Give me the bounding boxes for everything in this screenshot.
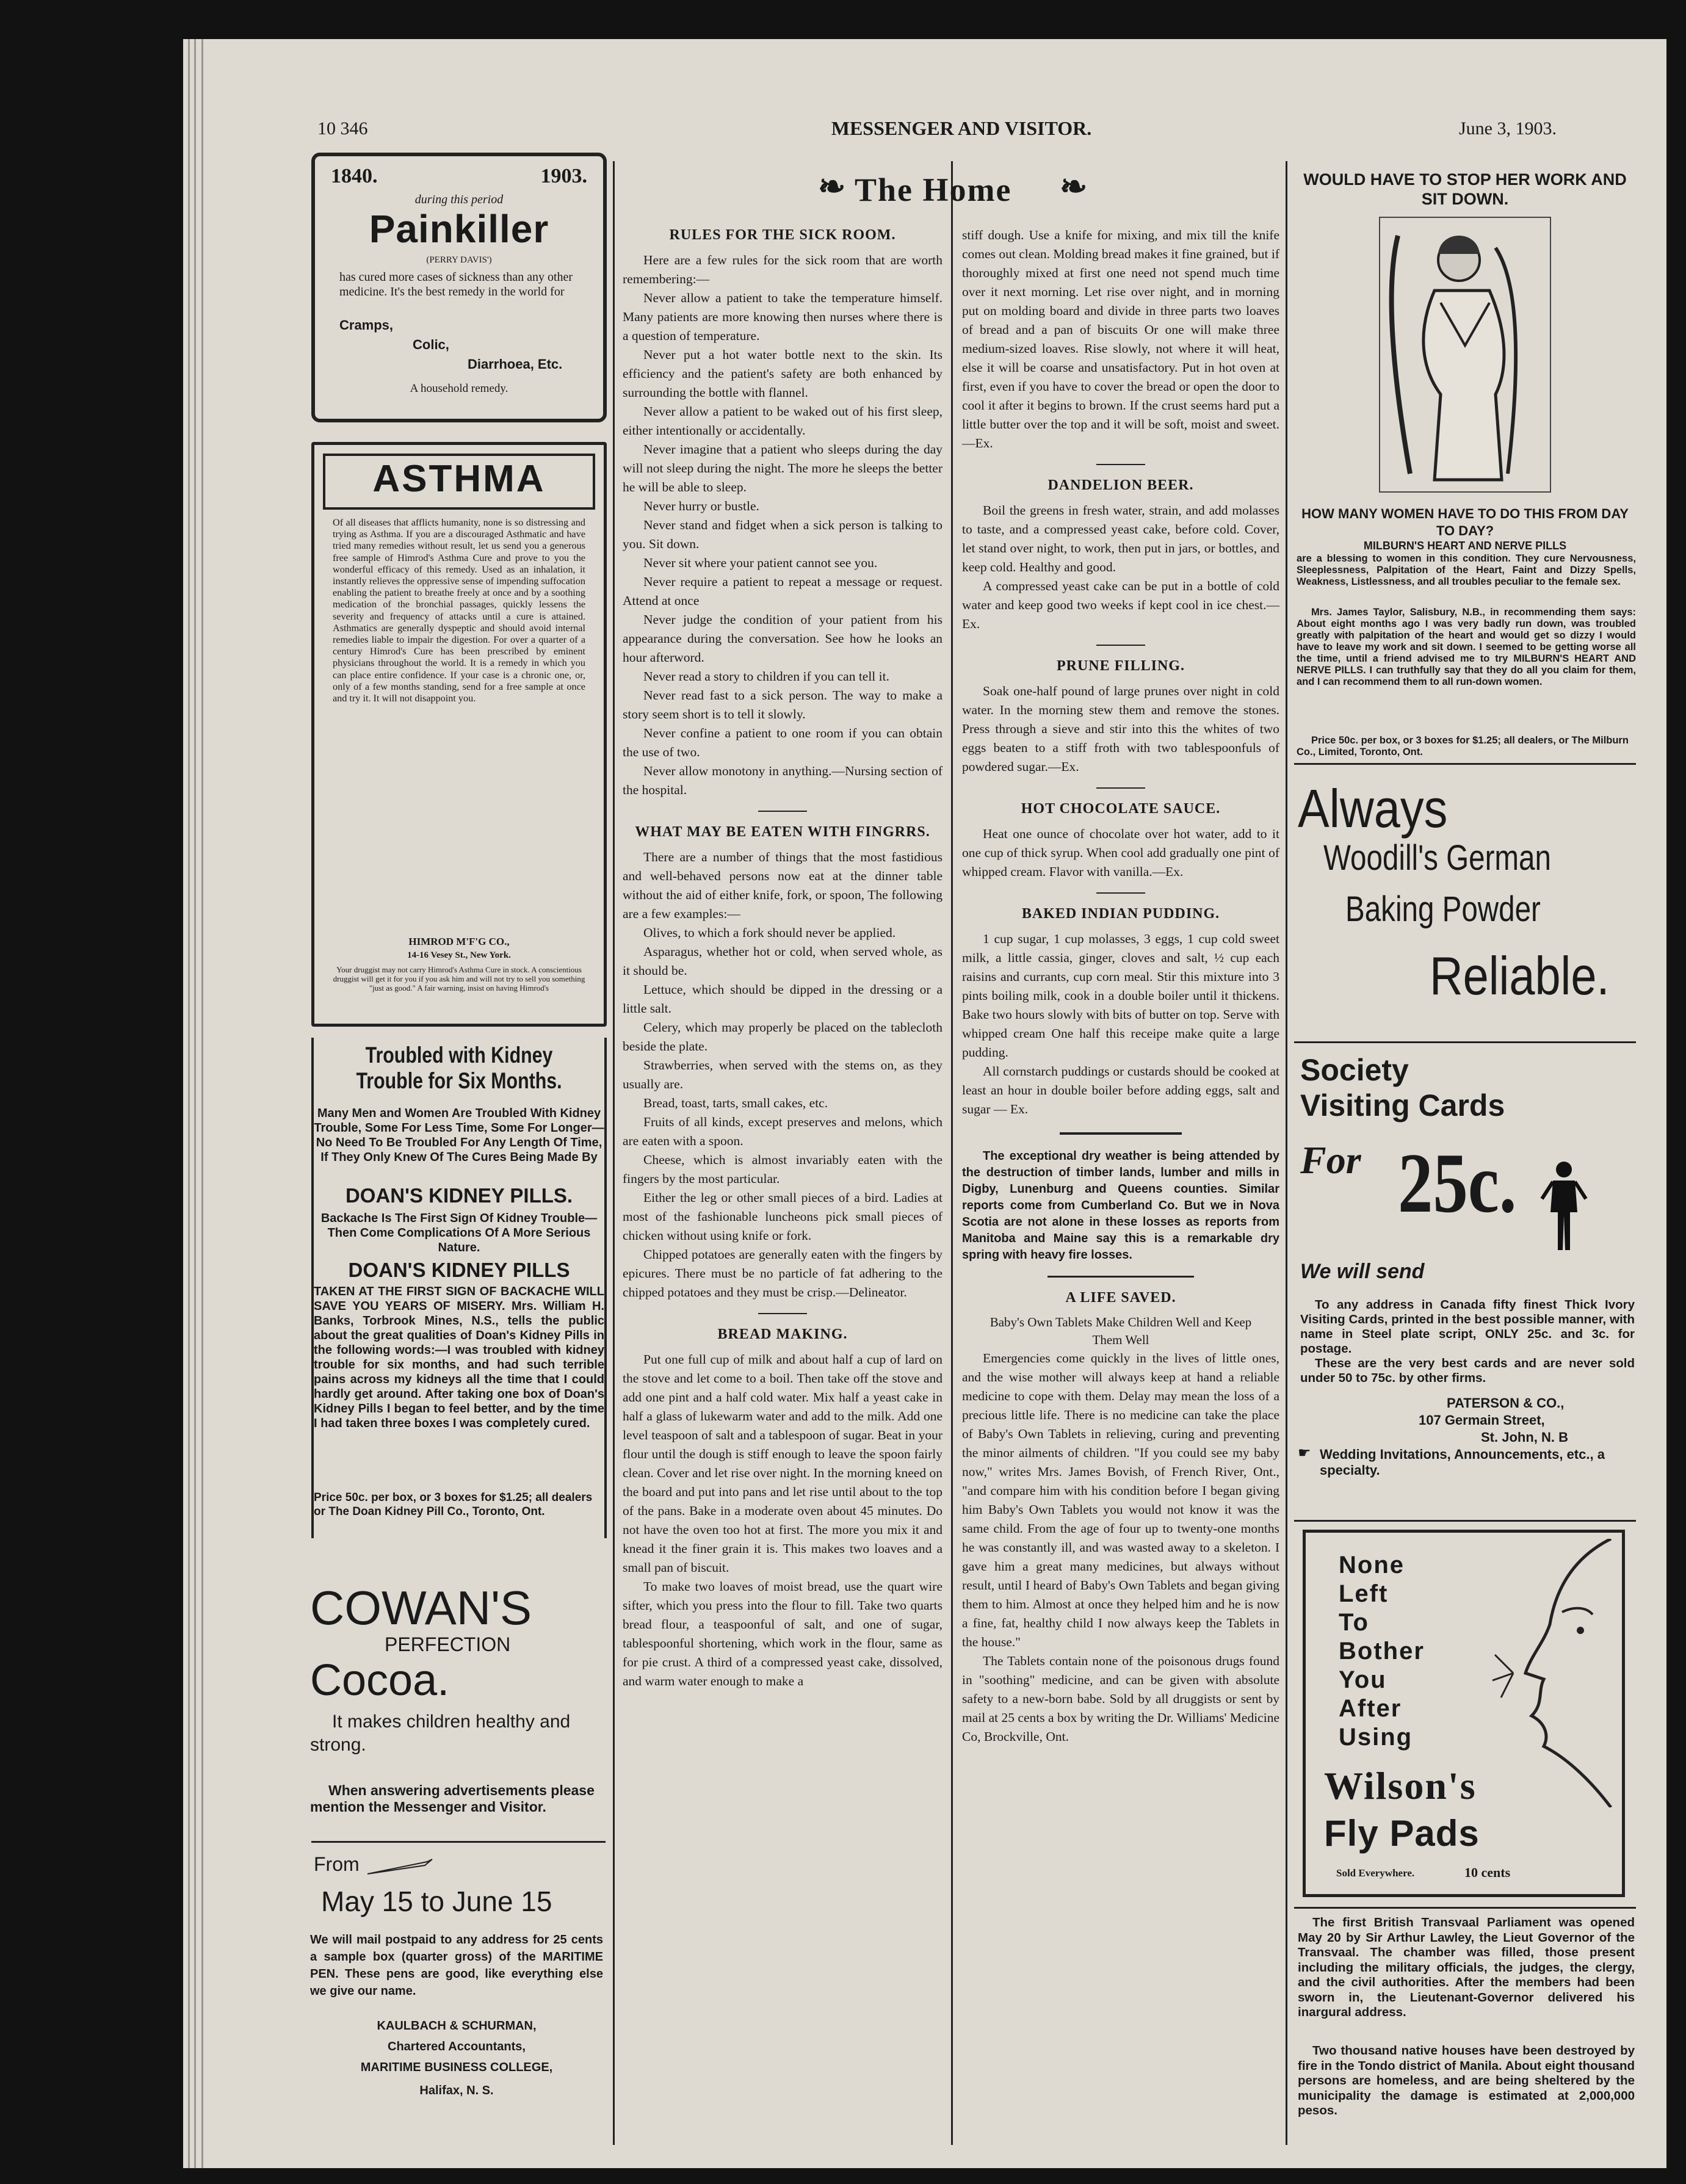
kaulbach-role: Chartered Accountants, bbox=[388, 2040, 526, 2053]
dandelion-title: DANDELION BEER. bbox=[1047, 477, 1194, 493]
wilson-product: Fly Pads bbox=[1324, 1813, 1480, 1854]
asthma-company: HIMROD M'F'G CO., bbox=[408, 936, 510, 947]
cowan-perfection: PERFECTION bbox=[385, 1633, 511, 1655]
cards-price: 25c. bbox=[1398, 1136, 1517, 1231]
page-number: 10 346 bbox=[317, 118, 368, 139]
life-saved-title: A LIFE SAVED. bbox=[1065, 1290, 1176, 1306]
painkiller-ad bbox=[311, 153, 607, 422]
bread-title: BREAD MAKING. bbox=[717, 1326, 848, 1342]
drought-news: The exceptional dry weather is being attended by the destruction of timber lands, lumber and mills in Digby, Lunenburg and Queens counties. Similar reports come from Cumberland Co. But we in Nova Scotia are not alone in these losses as reports from Manitoba and Maine say this is a remarkable dry spring with heavy fire losses. bbox=[962, 1149, 1279, 1262]
woodill-always: Always bbox=[1298, 778, 1448, 839]
cowan-tagline: It makes children healthy and strong. bbox=[310, 1712, 571, 1755]
cowan-cocoa: Cocoa. bbox=[310, 1656, 450, 1705]
prune-body: Soak one-half pound of large prunes over night in cold water. In the morning stew them and remove the stones. Press through a sieve and stir into this the whites of two eggs beaten to a stiff froth with two tablespoonfuls of powdered sugar.—Ex. bbox=[962, 684, 1279, 774]
wilson-price: 10 cents bbox=[1464, 1865, 1511, 1880]
kidney-headline: Troubled with Kidney Trouble for Six Months. bbox=[356, 1043, 562, 1093]
painkiller-colic: Colic, bbox=[413, 337, 449, 352]
column-3 bbox=[962, 226, 1279, 1746]
painkiller-perry: (PERRY DAVIS') bbox=[426, 255, 492, 265]
paragraph: Lettuce, which should be dipped in the dressing or a little salt. bbox=[623, 982, 942, 1016]
column-rule bbox=[613, 161, 615, 2145]
milburn-question: HOW MANY WOMEN HAVE TO DO THIS FROM DAY TO DAY? bbox=[1301, 506, 1629, 538]
cards-body: To any address in Canada fifty finest Thick Ivory Visiting Cards, printed in the best possible manner, with name in Steel plate script, ONLY 25c. and 3c. for postage. bbox=[1300, 1298, 1635, 1356]
column-2 bbox=[623, 226, 942, 1691]
chocolate-title: HOT CHOCOLATE SAUCE. bbox=[1021, 801, 1221, 817]
cards-city: St. John, N. B bbox=[1481, 1430, 1568, 1445]
paragraph: There are a number of things that the most fastidious and well-behaved persons now eat at the dinner table without the aid of either knife, fork, or spoon, The following are a few examples:— bbox=[623, 850, 942, 921]
painkiller-subtitle: during this period bbox=[414, 193, 504, 206]
painkiller-body: has cured more cases of sickness than any other medicine. It's the best remedy in the world for bbox=[339, 270, 573, 298]
painkiller-name: Painkiller bbox=[369, 207, 549, 251]
kidney-body: TAKEN AT THE FIRST SIGN OF BACKACHE WILL SAVE YOU YEARS OF MISERY. Mrs. William H. Banks, Torbrook Mines, N.S., tells the public about the great qualities of Doan's Kidney Pills in the following words:—I was troubled with kidney trouble for six months, and had such terrible pains across my kidneys all the time that I could hardly get around. After taking one box of Doan's Kidney Pills I began to feel better, and by the time I had taken three boxes I was completely cured. bbox=[314, 1285, 604, 1430]
milburn-testimonial: Mrs. James Taylor, Salisbury, N.B., in recommending them says: About eight months ago I was very badly run down, was troubled greatly with palpitation of the heart and would get so dizzy I would have to leave my work and sit down. I seemed to be getting worse all the time, until a friend advised me to try MILBURN'S HEART AND NERVE PILLS. I can truthfully say that they do all you claim for them, and I can recommend them to all run-down women. bbox=[1297, 607, 1636, 687]
hand-pointer-icon: ☛ bbox=[1298, 1445, 1311, 1461]
column-rule bbox=[951, 161, 953, 2145]
year-end: 1903. bbox=[540, 165, 587, 187]
pudding-list bbox=[962, 930, 1279, 1119]
painkiller-diarrhoea: Diarrhoea, Etc. bbox=[468, 356, 563, 372]
paragraph: Boil the greens in fresh water, strain, and add molasses to taste, and a compressed yeast cake, before cold. Cover, let stand over night, to work, then put in jars, or bottles, and keep cold. Healthy and good. bbox=[962, 503, 1279, 574]
milburn-headline: WOULD HAVE TO STOP HER WORK AND SIT DOWN. bbox=[1303, 170, 1627, 208]
kaulbach-from: From bbox=[314, 1853, 360, 1875]
divider bbox=[1096, 464, 1145, 465]
masthead-title: MESSENGER AND VISITOR. bbox=[831, 117, 1092, 139]
column-rule bbox=[1286, 161, 1287, 2145]
paragraph: 1 cup sugar, 1 cup molasses, 3 eggs, 1 cup cold sweet milk, a little cassia, ginger, cloves and salt, ½ cup each raisins and currants, cup corn meal. Stir this mixture into 3 pints boiling milk, cook in a double boiler until it thickens. Bake two hours slowly with bits of butter on top. Serve with whipped cream One half this receipe make quite a large pudding. bbox=[962, 931, 1279, 1060]
milburn-name: MILBURN'S HEART AND NERVE PILLS bbox=[1363, 540, 1567, 552]
kaulbach-city: Halifax, N. S. bbox=[419, 2084, 494, 2097]
paragraph: Emergencies come quickly in the lives of little ones, and the wise mother will always keep at hand a reliable medicine to cope with them. Delay may mean the loss of a precious little life. There is no medicine can take the place of Baby's Own Tablets in relieving, curing and preventing the minor ailments of children. "If you could see my baby now," writes Mrs. James Bovish, of French River, Ont., "and compare him with his condition before I began giving him Baby's Own Tablets you would not know it was the same child. From the age of four up to twenty-one months he was constantly ill, and was wasted away to a skeleton. I gave him a great many medicines, but always without result, until I heard of Baby's Own Tablets and began giving them to him. Almost at once they helped him and he is now a fine, fat, healthy child I now always keep the Tablets in the house." bbox=[962, 1351, 1279, 1649]
advertiser-notice: When answering advertisements please mention the Messenger and Visitor. bbox=[310, 1782, 595, 1815]
divider bbox=[311, 1841, 606, 1843]
prune-title: PRUNE FILLING. bbox=[1056, 658, 1185, 674]
paragraph: Celery, which may properly be placed on the tablecloth beside the plate. bbox=[623, 1020, 942, 1054]
face-profile-illustration bbox=[1489, 1539, 1623, 1807]
paragraph: To make two loaves of moist bread, use the quart wire sifter, which you press into the flour to fill. Take two quarts bread flour, a teaspoonful of salt, and one of sugar, tablespoonful shortening, which work in the flour, same as for pie crust. A third of a compressed yeast cake, dissolved, and warm water enough to make a bbox=[623, 1579, 942, 1688]
cards-title-2: Visiting Cards bbox=[1300, 1088, 1505, 1123]
header-date: June 3, 1903. bbox=[1459, 118, 1557, 139]
bread-continued: stiff dough. Use a knife for mixing, and mix till the knife comes out clean. Molding bread makes it fine grained, but if thoroughly mixed at first one need not spend much time over it next morning. Let rise over night, and in morning put on molding board and divide in three parts two loaves of bread and a pan of biscuits Or one will make three medium-sized loaves. Rise slowly, not where it will heat, else it will be coarse and unsatisfactory. Put in hot oven at first, even if you have to cover the bread or open the door to cool it after it begins to brown. If the crust seems hard put a little butter over the top and it will be soft, moist and sweet.—Ex. bbox=[962, 228, 1279, 450]
slogan-line: You bbox=[1339, 1666, 1387, 1693]
cards-for: For bbox=[1300, 1138, 1361, 1182]
divider bbox=[758, 811, 807, 812]
asthma-title: ASTHMA bbox=[372, 458, 546, 500]
paragraph: Never allow monotony in anything.—Nursing section of the hospital. bbox=[623, 764, 942, 797]
paragraph: Either the leg or other small pieces of a bird. Ladies at most of the fashionable luncheons pick small pieces of chicken without using knife or fork. bbox=[623, 1190, 942, 1243]
kidney-name-2: DOAN'S KIDNEY PILLS bbox=[348, 1259, 570, 1281]
parliament-news: The first British Transvaal Parliament was opened May 20 by Sir Arthur Lawley, the Lieut Governor of the Transvaal. The chamber was filled, those present including the military officials, the judges, the clergy, and the civil authorities. After the members had been sworn in, the Lieutenant-Governor delivered his inargural address. bbox=[1298, 1915, 1635, 2019]
slogan-line: After bbox=[1339, 1695, 1402, 1722]
divider bbox=[1294, 1520, 1636, 1522]
slogan-line: Left bbox=[1339, 1580, 1389, 1607]
paragraph: Strawberries, when served with the stems on, as they usually are. bbox=[623, 1058, 942, 1091]
painkiller-footer: A household remedy. bbox=[410, 382, 508, 395]
woodill-product: Baking Powder bbox=[1345, 889, 1541, 929]
paragraph: Never read a story to children if you can tell it. bbox=[643, 669, 889, 684]
kidney-backache: Backache Is The First Sign Of Kidney Trouble—Then Come Complications Of A More Serious Nature. bbox=[320, 1212, 598, 1254]
newspaper-page bbox=[183, 39, 1666, 2168]
paragraph: Never put a hot water bottle next to the skin. Its efficiency and the patient's safety are both enhanced by surrounding the bottle with flannel. bbox=[623, 347, 942, 400]
gentleman-icon bbox=[1539, 1160, 1588, 1251]
milburn-body: are a blessing to women in this condition. They cure Nervousness, Sleeplessness, Palpitation of the Heart, Faint and Dizzy Spells, Weakness, Listlessness, and all troubles peculiar to the female sex. bbox=[1297, 553, 1636, 587]
divider bbox=[758, 1313, 807, 1314]
rules-title: RULES FOR THE SICK ROOM. bbox=[669, 227, 896, 243]
divider bbox=[1096, 892, 1145, 894]
woodill-reliable: Reliable. bbox=[1430, 946, 1610, 1006]
cards-extra: Wedding Invitations, Announcements, etc., a specialty. bbox=[1320, 1447, 1605, 1478]
kidney-price: Price 50c. per box, or 3 boxes for $1.25; all dealers or The Doan Kidney Pill Co., Toronto, Ont. bbox=[314, 1491, 593, 1518]
manila-news: Two thousand native houses have been destroyed by fire in the Tondo district of Manila. About eight thousand persons are homeless, and are being sheltered by the municipality the damage is estimated at 2,000,000 pesos. bbox=[1298, 2044, 1635, 2117]
paragraph: Never read fast to a sick person. The way to make a story seem short is to tell it slowly. bbox=[623, 688, 942, 721]
kidney-name-1: DOAN'S KIDNEY PILLS. bbox=[345, 1184, 573, 1207]
cards-body-2: These are the very best cards and are never sold under 50 to 75c. by other firms. bbox=[1300, 1356, 1635, 1385]
wilson-name: Wilson's bbox=[1324, 1764, 1477, 1807]
paragraph: Never allow a patient to take the temperature himself. Many patients are more knowing then nurses where there is a question of temperature. bbox=[623, 291, 942, 343]
paragraph: Asparagus, whether hot or cold, when served whole, as it should be. bbox=[623, 944, 942, 978]
divider bbox=[1294, 1041, 1636, 1043]
milburn-price: Price 50c. per box, or 3 boxes for $1.25; all dealers, or The Milburn Co., Limited, Toronto, Ont. bbox=[1297, 735, 1629, 758]
bread-list bbox=[623, 1350, 942, 1691]
fingers-list bbox=[623, 848, 942, 1302]
woman-illustration bbox=[1373, 211, 1557, 498]
paragraph: Cheese, which is almost invariably eaten with the fingers by the most particular. bbox=[623, 1152, 942, 1186]
kaulbach-dates: May 15 to June 15 bbox=[321, 1886, 552, 1917]
page-edge bbox=[183, 39, 203, 2168]
cards-street: 107 Germain Street, bbox=[1419, 1412, 1545, 1428]
cards-firm: PATERSON & CO., bbox=[1447, 1395, 1565, 1411]
divider bbox=[1096, 787, 1145, 789]
cards-send: We will send bbox=[1300, 1260, 1425, 1283]
wilson-ad bbox=[1303, 1530, 1625, 1897]
year-start: 1840. bbox=[331, 165, 378, 187]
painkiller-cramps: Cramps, bbox=[339, 317, 394, 333]
home-ornament-left: ❧ bbox=[818, 168, 846, 205]
divider bbox=[1294, 1907, 1636, 1909]
slogan-line: None bbox=[1339, 1552, 1405, 1578]
paragraph: Never sit where your patient cannot see you. bbox=[643, 555, 878, 570]
paragraph: All cornstarch puddings or custards should be cooked at least an hour in double boiler before adding eggs, salt and sugar — Ex. bbox=[962, 1064, 1279, 1116]
paragraph: Never allow a patient to be waked out of his first sleep, either intentionally or accidentally. bbox=[623, 404, 942, 438]
paragraph: Fruits of all kinds, except preserves and melons, which are eaten with a spoon. bbox=[623, 1115, 942, 1148]
kidney-border-right bbox=[604, 1038, 607, 1538]
divider bbox=[1047, 1276, 1194, 1278]
fingers-title: WHAT MAY BE EATEN WITH FINGRRS. bbox=[635, 824, 930, 840]
kidney-subhead: Many Men and Women Are Troubled With Kidney Trouble, Some For Less Time, Some For Longer—No Need To Be Troubled For Any Length Of Time, If They Only Knew Of The Cures Being Made By bbox=[314, 1107, 604, 1164]
paragraph: Never imagine that a patient who sleeps during the day will not sleep during the night. The more he sleeps the better he will be able to sleep. bbox=[623, 442, 942, 494]
divider bbox=[1294, 763, 1636, 765]
paragraph: Here are a few rules for the sick room that are worth remembering:— bbox=[623, 253, 942, 286]
chocolate-body: Heat one ounce of chocolate over hot water, add to it one cup of thick syrup. When cool add gradually one pint of whipped cream. Flavor with vanilla.—Ex. bbox=[962, 826, 1279, 879]
paragraph: Never hurry or bustle. bbox=[643, 499, 759, 513]
slogan-line: To bbox=[1339, 1609, 1369, 1636]
paragraph: The Tablets contain none of the poisonous drugs found in "soothing" medicine, and can be given with absolute safety to a new-born babe. Sold by all druggists or sent by mail at 25 cents a box by writing the Dr. Williams' Medicine Co, Brockville, Ont. bbox=[962, 1654, 1279, 1744]
asthma-ad bbox=[311, 442, 607, 1027]
paragraph: Bread, toast, tarts, small cakes, etc. bbox=[643, 1096, 828, 1110]
pen-icon bbox=[366, 1858, 433, 1876]
home-section-title: The Home bbox=[855, 172, 1012, 208]
paragraph: Never judge the condition of your patient from his appearance during the conversation. See how he looks an hour afterword. bbox=[623, 612, 942, 665]
cards-title-1: Society bbox=[1300, 1053, 1409, 1087]
kaulbach-college: MARITIME BUSINESS COLLEGE, bbox=[360, 2061, 553, 2074]
paragraph: A compressed yeast cake can be put in a bottle of cold water and keep good two weeks if kept cool in ice chest.—Ex. bbox=[962, 579, 1279, 631]
paragraph: Olives, to which a fork should never be applied. bbox=[643, 925, 896, 940]
asthma-body: Of all diseases that afflicts humanity, none is so distressing and trying as Asthma. If you are a discouraged Asthmatic and have tried many remedies without result, let us send you a generous free sample of Himrod's Asthma Cure and prove to you the wonderful efficacy of this remedy. Used as an inhalation, it instantly relieves the oppressive sense of impending suffocation enabling the patient to breathe freely at once and by a soothing medication of the bronchial passages, quickly lessens the severity and frequency of attacks until a cure is attained. Asthmatics are generally dyspeptic and should avoid internal remedies liable to impair the digestion. For over a quarter of a century Himrod's Cure has been prescribed by eminent physicians throughout the world. It is a remedy in which you can place entire confidence. If your case is a chronic one, or, only of a few months standing, send for a free sample at once and try it. It will not disappoint you. bbox=[333, 517, 585, 704]
dandelion-list bbox=[962, 501, 1279, 634]
kidney-border-left bbox=[311, 1038, 314, 1538]
paragraph: Chipped potatoes are generally eaten with the fingers by epicures. There must be no particle of fat adhering to the chipped potatoes and they must be crisp.—Delineator. bbox=[623, 1247, 942, 1300]
pudding-title: BAKED INDIAN PUDDING. bbox=[1021, 906, 1220, 922]
asthma-address: 14-16 Vesey St., New York. bbox=[407, 950, 511, 960]
paragraph: Never require a patient to repeat a message or request. Attend at once bbox=[623, 574, 942, 608]
wilson-slogan bbox=[1339, 1551, 1425, 1752]
slogan-line: Bother bbox=[1339, 1638, 1425, 1665]
asthma-fine-print: Your druggist may not carry Himrod's Asthma Cure in stock. A conscientious druggist will get it for you if you ask him and will not try to sell you something "just as good." A fair warning, insist on having Himrod's bbox=[333, 965, 585, 993]
kaulbach-body: We will mail postpaid to any address for 25 cents a sample box (quarter gross) of the MARITIME PEN. These pens are good, like everything else we give our name. bbox=[310, 1933, 603, 1998]
kaulbach-firm: KAULBACH & SCHURMAN, bbox=[377, 2019, 537, 2033]
life-saved-subtitle: Baby's Own Tablets Make Children Well and Keep Them Well bbox=[990, 1315, 1252, 1347]
paragraph: Never confine a patient to one room if you can obtain the use of two. bbox=[623, 726, 942, 759]
divider bbox=[1060, 1132, 1182, 1135]
paragraph: Never stand and fidget when a sick person is talking to you. Sit down. bbox=[623, 518, 942, 551]
wilson-sold: Sold Everywhere. bbox=[1336, 1867, 1415, 1879]
rules-list bbox=[623, 251, 942, 800]
divider bbox=[1096, 645, 1145, 646]
slogan-line: Using bbox=[1339, 1724, 1413, 1751]
home-ornament-right: ❧ bbox=[1060, 168, 1088, 205]
paragraph: Put one full cup of milk and about half a cup of lard on the stove and let come to a boil. Then take off the stove and add one pint and a half cold water. Mix half a yeast cake in half a glass of lukewarm water and add to the milk. Add one level teaspoon of salt and a tablespoon of sugar. Beat in your flour until the dough is stiff enough to leave the spoon fairly clean. Cover and let rise over night. In the morning kneed on the board and put into pans and let rise until about to the top of the pans. Bake in a moderate oven about 45 minutes. Do not have the oven too hot at first. The more you mix it and knead it the finer grain it is. This makes two loaves and a small pan of biscuit. bbox=[623, 1352, 942, 1575]
cowan-name: COWAN'S bbox=[310, 1581, 532, 1635]
life-saved-list bbox=[962, 1349, 1279, 1746]
woodill-name: Woodill's German bbox=[1323, 838, 1551, 878]
